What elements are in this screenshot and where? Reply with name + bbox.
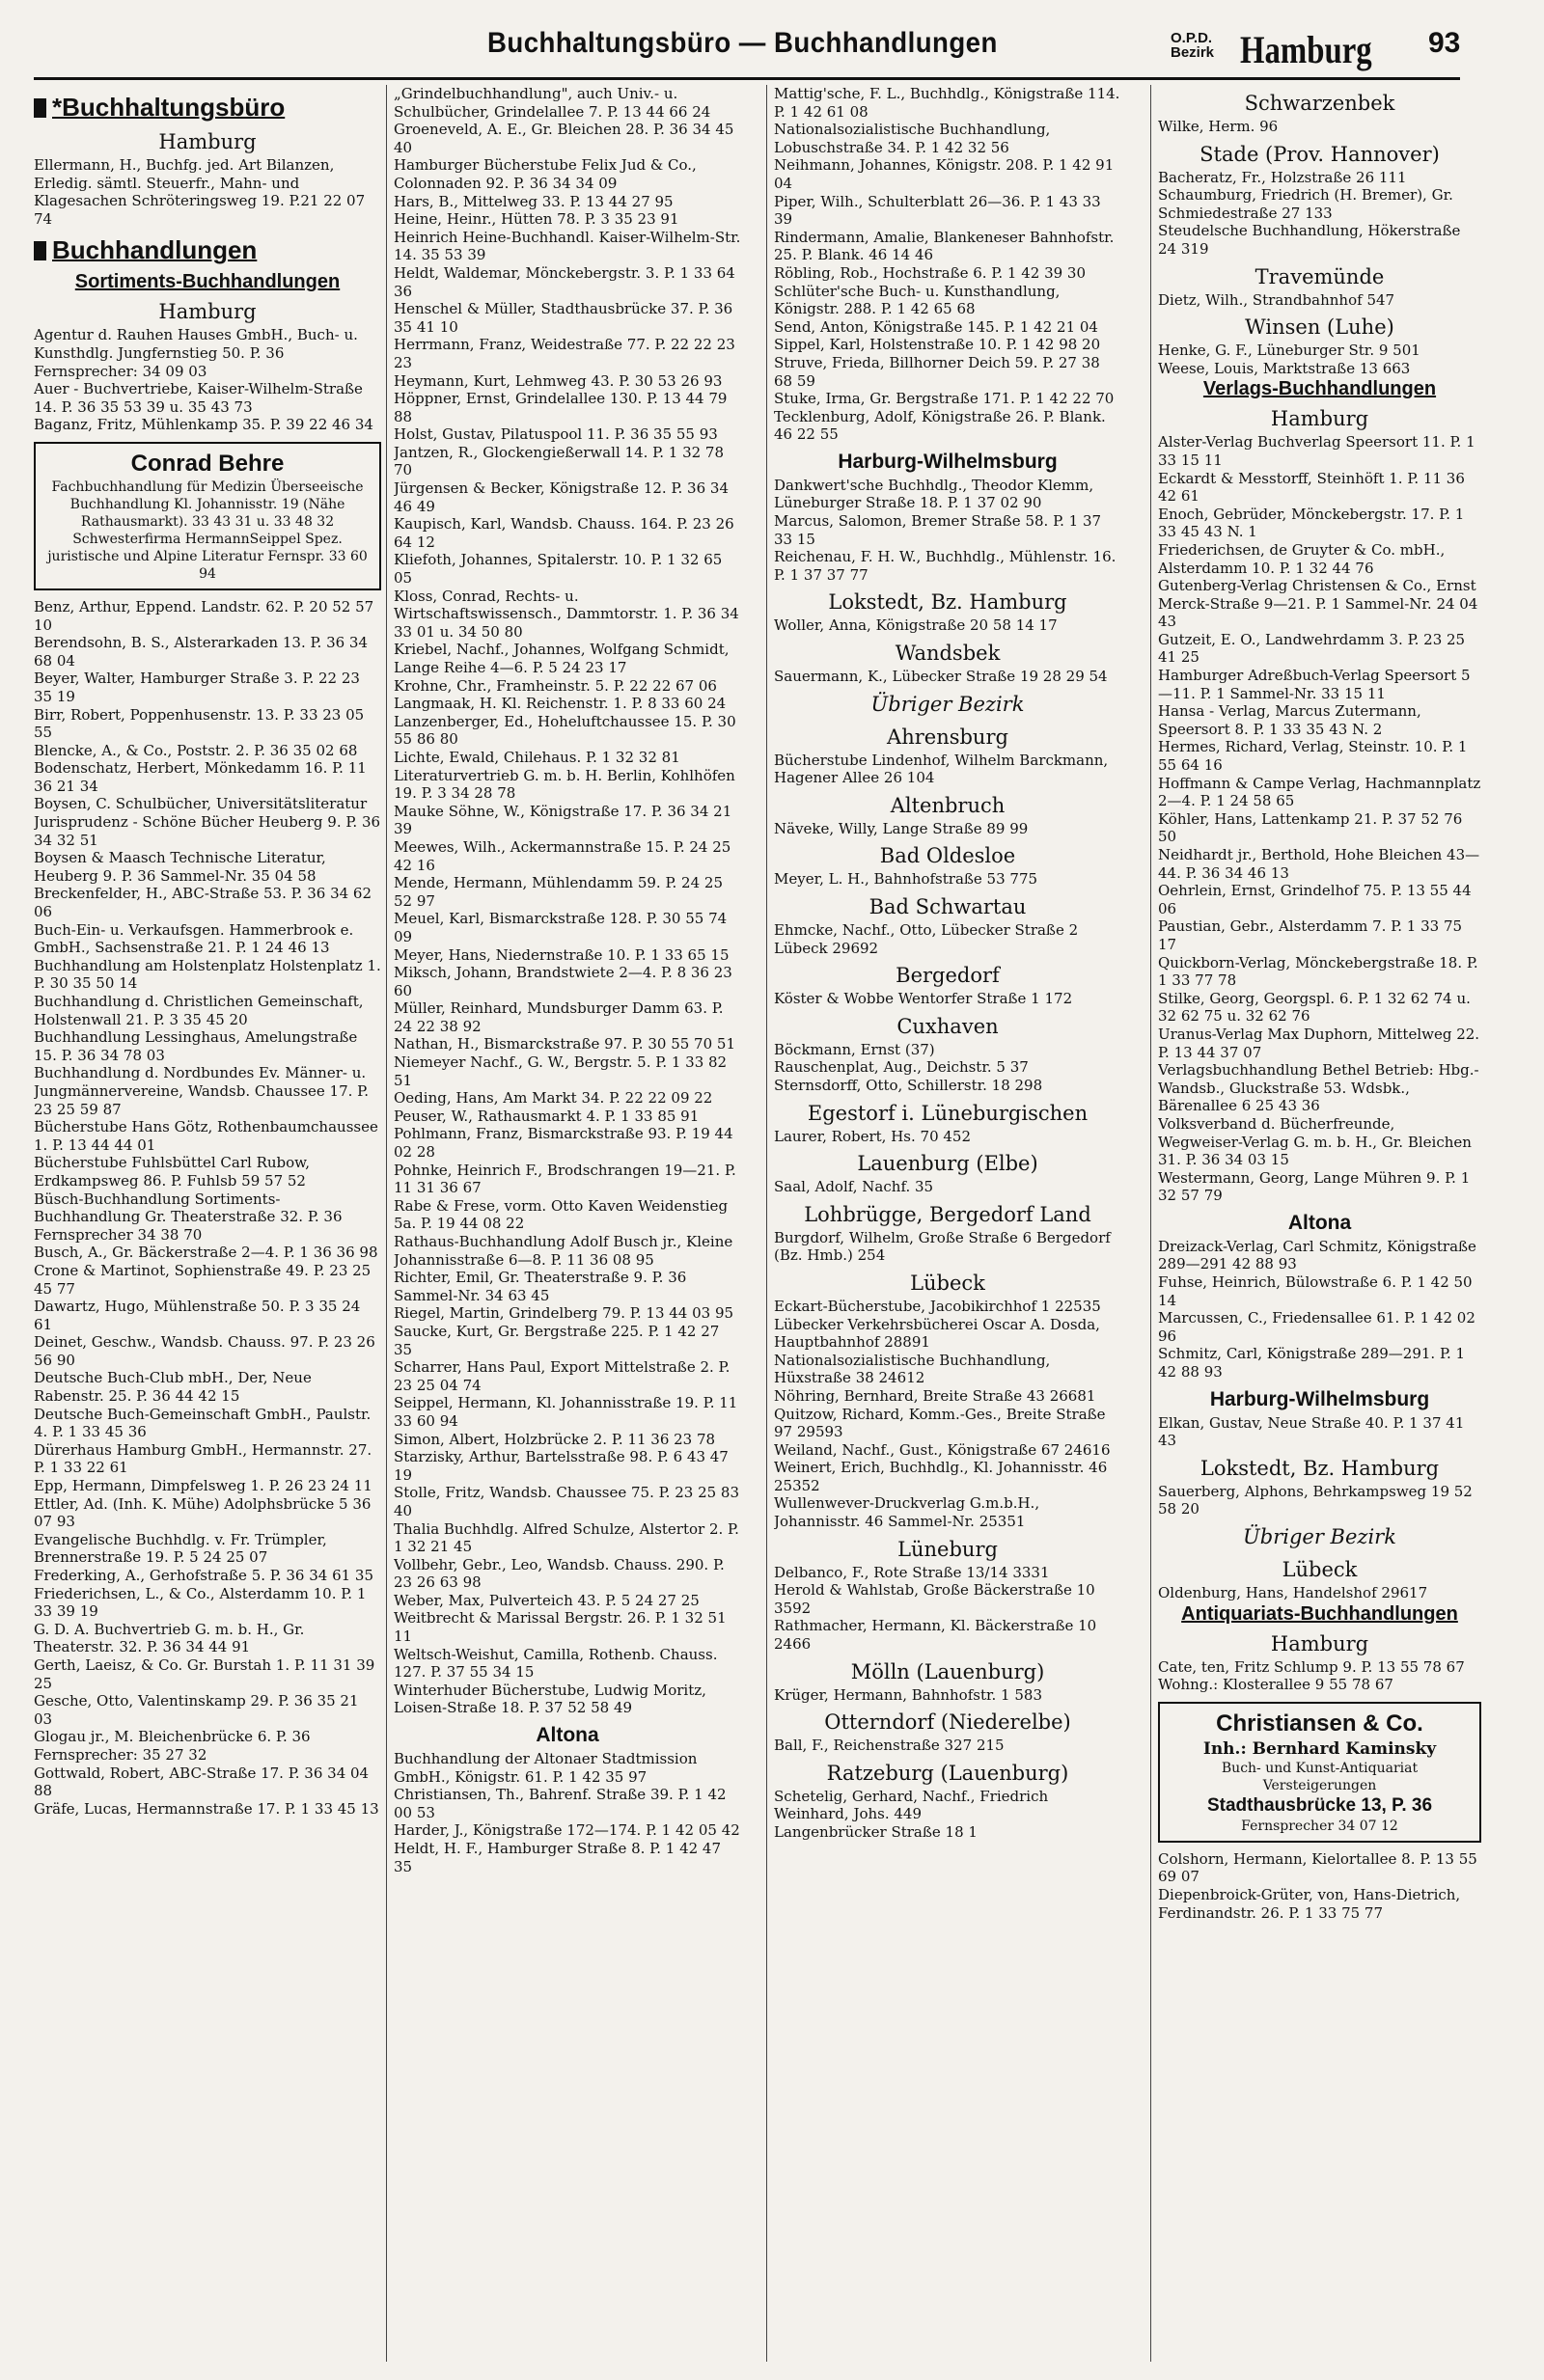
listing-entry: Buchhandlung d. Christlichen Gemeinschaft, Holstenwall 21. P. 3 35 45 20 (34, 993, 364, 1028)
listing-entry: Wilke, Herm. 96 (1158, 118, 1279, 135)
listing-entry: Alster-Verlag Buchverlag Speersort 11. P. 1 33 15 11 (1158, 433, 1475, 469)
column-3 (774, 85, 1121, 2362)
listing-entry: Böckmann, Ernst (37) (774, 1040, 935, 1058)
city-heading: Lübeck (1282, 1558, 1358, 1581)
listing-entry: Starzisky, Arthur, Bartelsstraße 98. P. 6 43 47 19 (394, 1448, 729, 1484)
listing-entry: Buchhandlung d. Nordbundes Ev. Männer- u. Jungmännervereine, Wandsb. Chaussee 17. P. 23 25 59 87 (34, 1064, 369, 1118)
section-bullet (34, 241, 46, 260)
listing-entry: Stilke, Georg, Georgspl. 6. P. 1 32 62 74 u. 32 62 75 u. 32 62 76 (1158, 989, 1471, 1026)
city-heading: Altona (1287, 1211, 1352, 1234)
listing-entry: Bacheratz, Fr., Holzstraße 26 111 (1158, 168, 1407, 186)
town-heading: Ahrensburg (887, 725, 1008, 749)
listing-entry: Westermann, Georg, Lange Mühren 9. P. 1 32 57 79 (1158, 1168, 1471, 1205)
town-heading: Lauenburg (Elbe) (857, 1152, 1038, 1176)
listing-entry: Ehmcke, Nachf., Otto, Lübecker Straße 2 Lübeck 29692 (774, 921, 1079, 957)
town-groups (1158, 89, 1481, 377)
listing-entry: Heymann, Kurt, Lehmweg 43. P. 30 53 26 93 (394, 371, 723, 390)
listing-entry: Boysen, C. Schulbücher, Universitätsliteratur Jurisprudenz - Schöne Bücher Heuberg 9. P. 36 34 32 51 (34, 795, 381, 849)
listing-entry: Langmaak, H. Kl. Reichenstr. 1. P. 8 33 60 24 (394, 695, 727, 713)
listing-entry: Wullenwever-Druckverlag G.m.b.H., Johannisstr. 46 Sammel-Nr. 25351 (774, 1494, 1040, 1531)
city-heading: Altona (536, 1724, 599, 1747)
ad-company-name: Conrad Behre (130, 450, 285, 477)
listing-entry: Gutzeit, E. O., Landwehrdamm 3. P. 23 25 41 25 (1158, 630, 1466, 667)
column-divider (766, 85, 767, 2362)
listing-entry: Deutsche Buch-Club mbH., Der, Neue Rabenstr. 25. P. 36 44 42 15 (34, 1369, 312, 1406)
listing-entry: Oldenburg, Hans, Handelshof 29617 (1158, 1584, 1428, 1601)
town-heading: Altenbruch (890, 793, 1006, 817)
listing-entry: Blencke, A., & Co., Poststr. 2. P. 36 35 02 68 (34, 741, 358, 759)
listing-entry: Kriebel, Nachf., Johannes, Wolfgang Schmidt, Lange Reihe 4—6. P. 5 24 23 17 (394, 641, 730, 676)
running-title: Buchhaltungsbüro — Buchhandlungen (487, 27, 998, 59)
column-4 (1158, 85, 1481, 2362)
town-heading: Winsen (Luhe) (1245, 315, 1394, 340)
town-heading: Travemünde (1254, 264, 1385, 288)
town-heading: Ratzeburg (Lauenburg) (826, 1761, 1069, 1785)
region-heading: Übriger Bezirk (1243, 1525, 1396, 1548)
listing-entry: Meewes, Wilh., Ackermannstraße 15. P. 24 25 42 16 (394, 837, 731, 874)
city-heading: Lokstedt, Bz. Hamburg (828, 590, 1067, 615)
listing-group (774, 85, 1121, 444)
town-heading: Mölln (Lauenburg) (850, 1659, 1045, 1683)
listing-entry: Hoffmann & Campe Verlag, Hachmannplatz 2—4. P. 1 24 58 65 (1158, 774, 1481, 810)
city-heading: Hamburg (1270, 1631, 1369, 1655)
listing-entry: Mauke Söhne, W., Königstraße 17. P. 36 34 21 39 (394, 802, 732, 838)
listing-entry: Sauermann, K., Lübecker Straße 19 28 29 54 (774, 668, 1108, 686)
listing-entry: Meyer, Hans, Niedernstraße 10. P. 1 33 65 15 (394, 945, 730, 964)
city-heading: Harburg-Wilhelmsburg (1209, 1387, 1430, 1410)
listing-entry: Woller, Anna, Königstraße 20 58 14 17 (774, 616, 1058, 635)
town-heading: Egestorf i. Lüneburgischen (807, 1101, 1089, 1125)
column-divider (1150, 85, 1151, 2362)
listing-entry: Hamburger Bücherstube Felix Jud & Co., Colonnaden 92. P. 36 34 34 09 (394, 156, 697, 192)
column-1 (34, 85, 381, 2362)
listing-entry: Paustian, Gebr., Alsterdamm 7. P. 1 33 75 17 (1158, 917, 1463, 953)
listing-entry: Cate, ten, Fritz Schlump 9. P. 13 55 78 67 Wohng.: Klosterallee 9 55 78 67 (1158, 1657, 1465, 1694)
listing-entry: Vollbehr, Gebr., Leo, Wandsb. Chauss. 290. P. 23 26 63 98 (394, 1555, 725, 1592)
city-heading: Hamburg (1270, 407, 1369, 431)
listing-entry: Herrmann, Franz, Weidestraße 77. P. 22 22 23 23 (394, 336, 735, 371)
listing-entry: Glogau jr., M. Bleichenbrücke 6. P. 36 Fernsprecher: 35 27 32 (34, 1728, 311, 1764)
town-heading: Bad Schwartau (868, 895, 1027, 918)
listing-entry: Diepenbroick-Grüter, von, Hans-Dietrich, Ferdinandstr. 26. P. 1 33 75 77 (1158, 1885, 1461, 1922)
listing-entry: Rabe & Frese, vorm. Otto Kaven Weidenstieg 5a. P. 19 44 08 22 (394, 1196, 729, 1233)
town-heading: Lohbrügge, Bergedorf Land (804, 1202, 1091, 1226)
listing-entry: Stolle, Fritz, Wandsb. Chaussee 75. P. 23 25 83 40 (394, 1484, 740, 1519)
opd-abbrev: O.P.D. (1171, 30, 1213, 46)
listing-entry: Lichte, Ewald, Chilehaus. P. 1 32 32 81 (394, 748, 680, 766)
listing-entry: Holst, Gustav, Pilatuspool 11. P. 36 35 55 93 (394, 425, 718, 444)
town-heading: Bergedorf (896, 964, 1000, 988)
listing-entry: Henschel & Müller, Stadthausbrücke 37. P. 36 35 41 10 (394, 300, 733, 336)
listing-entry: Rathaus-Buchhandlung Adolf Busch jr., Kleine Johannisstraße 6—8. P. 11 36 08 95 (394, 1233, 733, 1269)
listing-entry: Busch, A., Gr. Bäckerstraße 2—4. P. 1 36 36 98 (34, 1244, 378, 1262)
listing-entry: Volksverband d. Bücherfreunde, Wegweiser-Verlag G. m. b. H., Gr. Bleichen 31. P. 36 34 03 15 (1158, 1114, 1472, 1169)
header-rule (34, 77, 1460, 80)
city-heading: Lokstedt, Bz. Hamburg (1199, 1456, 1440, 1480)
listing-entry: Marcus, Salomon, Bremer Straße 58. P. 1 37 33 15 (774, 512, 1102, 548)
listing-group (394, 1750, 741, 1875)
listing-entry: Berendsohn, B. S., Alsterarkaden 13. P. 36 34 68 04 (34, 634, 369, 670)
listing-entry: Dankwert'sche Buchhdlg., Theodor Klemm, Lüneburger Straße 18. P. 1 37 02 90 (774, 476, 1094, 512)
listing-entry: Quickborn-Verlag, Mönckebergstraße 18. P. 1 33 77 78 (1158, 953, 1478, 990)
listing-entry: Buchhandlung am Holstenplatz Holstenplatz 1. P. 30 35 50 14 (34, 956, 381, 993)
listing-entry: Oehrlein, Ernst, Grindelhof 75. P. 13 55 44 06 (1158, 882, 1472, 917)
listing-entry: Auer - Buchvertriebe, Kaiser-Wilhelm-Straße 14. P. 36 35 53 39 u. 35 43 73 (34, 380, 363, 416)
listing-entry: Deutsche Buch-Gemeinschaft GmbH., Paulstr. 4. P. 1 33 45 36 (34, 1405, 372, 1441)
city-heading: Harburg-Wilhelmsburg (838, 450, 1058, 473)
listing-entry: Groeneveld, A. E., Gr. Bleichen 28. P. 36 34 45 40 (394, 121, 734, 156)
listing-entry: Verlagsbuchhandlung Bethel Betrieb: Hbg.-Wandsb., Gluckstraße 53. Wdsbk., Bärenallee 6 25 43 36 (1158, 1061, 1479, 1115)
listing-entry: Meuel, Karl, Bismarckstraße 128. P. 30 55 74 09 (394, 910, 728, 945)
listing-group (1158, 1238, 1481, 1381)
listing-entry: Nathan, H., Bismarckstraße 97. P. 30 55 70 51 (394, 1035, 735, 1053)
listing-entry: Nationalsozialistische Buchhandlung, Lobuschstraße 34. P. 1 42 32 56 (774, 121, 1051, 156)
listing-entry: Müller, Reinhard, Mundsburger Damm 63. P. 24 22 38 92 (394, 999, 724, 1035)
section-title-buchhaltungsbuero (34, 91, 381, 123)
listing-entry: Burgdorf, Wilhelm, Große Straße 6 Bergedorf (Bz. Hmb.) 254 (774, 1228, 1111, 1265)
listing-entry: Saal, Adolf, Nachf. 35 (774, 1178, 934, 1196)
town-heading: Otterndorf (Niederelbe) (824, 1710, 1071, 1735)
listing-entry: Uranus-Verlag Max Duphorn, Mittelweg 22. P. 13 44 37 07 (1158, 1025, 1480, 1061)
listing-entry: Hansa - Verlag, Marcus Zutermann, Speersort 8. P. 1 33 35 43 N. 2 (1158, 702, 1421, 738)
listing-entry: Delbanco, F., Rote Straße 13/14 3331 (774, 1563, 1050, 1581)
listing-entry: Peuser, W., Rathausmarkt 4. P. 1 33 85 91 (394, 1107, 700, 1125)
town-heading: Bad Oldesloe (879, 844, 1016, 868)
listing-entry: Neihmann, Johannes, Königstr. 208. P. 1 42 91 04 (774, 156, 1115, 192)
listing-entry: Boysen & Maasch Technische Literatur, Heuberg 9. P. 36 Sammel-Nr. 35 04 58 (34, 849, 326, 885)
listing-entry: Simon, Albert, Holzbrücke 2. P. 11 36 23 78 (394, 1430, 716, 1448)
advertisement-box (34, 442, 381, 590)
section-title-antiquariat: Antiquariats-Buchhandlungen (1181, 1602, 1458, 1625)
listing-entry: Marcussen, C., Friedensallee 61. P. 1 42 02 96 (1158, 1309, 1475, 1345)
listing-entry: Oeding, Hans, Am Markt 34. P. 22 22 09 22 (394, 1089, 713, 1108)
header-city: Hamburg (1240, 28, 1372, 71)
listing-entry: Weinert, Erich, Buchhdlg., Kl. Johannisstr. 46 25352 (774, 1459, 1108, 1494)
section-label: *Buchhaltungsbüro (52, 93, 286, 122)
listing-group (1158, 1658, 1481, 1694)
page-header (34, 29, 1462, 73)
listing-entry: Nationalsozialistische Buchhandlung, Hüxstraße 38 24612 (774, 1351, 1051, 1387)
advertisement-box (1158, 1702, 1481, 1843)
listing-entry: Harder, J., Königstraße 172—174. P. 1 42 05 42 (394, 1821, 740, 1840)
listing-entry: Köster & Wobbe Wentorfer Straße 1 172 (774, 990, 1073, 1008)
town-heading: Schwarzenbek (1244, 92, 1395, 115)
listing-entry: Weiland, Nachf., Gust., Königstraße 67 24616 (774, 1440, 1111, 1459)
city-heading: Hamburg (158, 130, 257, 153)
listing-entry: Miksch, Johann, Brandstwiete 2—4. P. 8 36 23 60 (394, 964, 732, 999)
columns (34, 85, 1481, 2362)
listing-entry: Nöhring, Bernhard, Breite Straße 43 26681 (774, 1386, 1096, 1405)
listing-entry: Buchhandlung der Altonaer Stadtmission GmbH., Königstr. 61. P. 1 42 35 97 (394, 1750, 698, 1786)
listing-entry: Dürerhaus Hamburg GmbH., Hermannstr. 27. P. 1 33 22 61 (34, 1440, 372, 1477)
town-heading: Lüneburg (897, 1537, 998, 1561)
listing-entry: Weese, Louis, Marktstraße 13 663 (1158, 359, 1411, 377)
listing-entry: Bücherstube Lindenhof, Wilhelm Barckmann, Hagener Allee 26 104 (774, 751, 1109, 787)
town-heading: Stade (Prov. Hannover) (1199, 142, 1440, 166)
listing-entry: Benz, Arthur, Eppend. Landstr. 62. P. 20 52 57 10 (34, 597, 374, 634)
listing-entry: Krohne, Chr., Framheinstr. 5. P. 22 22 67 06 (394, 676, 717, 695)
listing-entry: Rindermann, Amalie, Blankeneser Bahnhofstr. 25. P. Blank. 46 14 46 (774, 228, 1115, 264)
city-heading: Hamburg (158, 300, 257, 324)
listing-group (1158, 1414, 1481, 1450)
listing-entry: Sauerberg, Alphons, Behrkampsweg 19 52 58 20 (1158, 1482, 1473, 1518)
town-groups (774, 723, 1121, 1842)
listing-entry: Bodenschatz, Herbert, Mönkedamm 16. P. 11 36 21 34 (34, 759, 367, 795)
listing-entry: Agentur d. Rauhen Hauses GmbH., Buch- u. Kunsthdlg. Jungfernstieg 50. P. 36 Fernsprecher: 34 09 03 (34, 326, 358, 380)
listing-entry: Seippel, Hermann, Kl. Johannisstraße 19. P. 11 33 60 94 (394, 1394, 738, 1430)
listing-entry: Sternsdorff, Otto, Schillerstr. 18 298 (774, 1076, 1043, 1094)
listing-entry: Herold & Wahlstab, Große Bäckerstraße 10 3592 (774, 1581, 1095, 1617)
column-2 (394, 85, 741, 2362)
ad-company-name: Christiansen & Co. (1216, 1710, 1423, 1737)
listing-entry: Weltsch-Weishut, Camilla, Rothenb. Chauss. 127. P. 37 55 34 15 (394, 1645, 718, 1682)
ad-phone: Fernsprecher 34 07 12 (1241, 1818, 1398, 1834)
listing-entry: Schaumburg, Friedrich (H. Bremer), Gr. Schmiedestraße 27 133 (1158, 186, 1453, 222)
listing-entry: Richter, Emil, Gr. Theaterstraße 9. P. 36 Sammel-Nr. 34 63 45 (394, 1269, 687, 1304)
listing-entry: Hars, B., Mittelweg 33. P. 13 44 27 95 (394, 192, 674, 210)
column-divider (386, 85, 387, 2362)
town-heading: Lübeck (910, 1271, 985, 1295)
listing-entry: Laurer, Robert, Hs. 70 452 (774, 1127, 972, 1145)
listing-entry: Ellermann, H., Buchfg. jed. Art Bilanzen, Erledig. sämtl. Steuerfr., Mahn- und Klagesachen Schröteringsweg 19. P.21 22 07 74 (34, 156, 366, 228)
listing-entry: Steudelsche Buchhandlung, Hökerstraße 24 319 (1158, 222, 1461, 258)
listing-entry: Colshorn, Hermann, Kielortallee 8. P. 13 55 69 07 (1158, 1849, 1477, 1886)
listing-entry: Eckardt & Messtorff, Steinhöft 1. P. 11 36 42 61 (1158, 469, 1465, 506)
listing-entry: Thalia Buchhdlg. Alfred Schulze, Alstertor 2. P. 1 32 21 45 (394, 1519, 739, 1556)
city-heading: Wandsbek (895, 642, 1001, 666)
listing-entry: Scharrer, Hans Paul, Export Mittelstraße 2. P. 23 25 04 74 (394, 1358, 731, 1394)
listing-entry: Kliefoth, Johannes, Spitalerstr. 10. P. 1 32 65 05 (394, 551, 723, 588)
listing-entry: G. D. A. Buchvertrieb G. m. b. H., Gr. Theaterstr. 32. P. 36 34 44 91 (34, 1620, 305, 1656)
listing-entry: Krüger, Hermann, Bahnhofstr. 1 583 (774, 1685, 1042, 1704)
listing-entry: „Grindelbuchhandlung", auch Univ.- u. Schulbücher, Grindelallee 7. P. 13 44 66 24 (394, 85, 711, 121)
listing-entry: Buchhandlung Lessinghaus, Amelungstraße 15. P. 36 34 78 03 (34, 1028, 358, 1064)
listing-entry: Röbling, Rob., Hochstraße 6. P. 1 42 39 30 (774, 263, 1087, 282)
town-heading: Cuxhaven (896, 1014, 999, 1038)
listing-entry: Gerth, Laeisz, & Co. Gr. Burstah 1. P. 11 31 39 25 (34, 1655, 375, 1692)
listing-entry: Gutenberg-Verlag Christensen & Co., Ernst Merck-Straße 9—21. P. 1 Sammel-Nr. 24 04 43 (1158, 577, 1478, 631)
listing-group (34, 326, 381, 434)
listing-entry: Henke, G. F., Lüneburger Str. 9 501 (1158, 342, 1420, 360)
section-title-verlag: Verlags-Buchhandlungen (1202, 378, 1437, 400)
listing-entry: Evangelische Buchhdlg. v. Fr. Trümpler, Brennerstraße 19. P. 5 24 25 07 (34, 1530, 327, 1567)
listing-entry: Dawartz, Hugo, Mühlenstraße 50. P. 3 35 24 61 (34, 1298, 361, 1333)
ad-text: Buch- und Kunst-Antiquariat Versteigerungen (1221, 1760, 1419, 1793)
listing-entry: Frederking, A., Gerhofstraße 5. P. 36 34 61 35 (34, 1567, 374, 1584)
listing-entry: Büsch-Buchhandlung Sortiments-Buchhandlung Gr. Theaterstraße 32. P. 36 Fernsprecher 34 38 70 (34, 1190, 343, 1244)
listing-group (1158, 1850, 1481, 1922)
listing-entry: Epp, Hermann, Dimpfelsweg 1. P. 26 23 24 11 (34, 1477, 372, 1495)
listing-entry: Stuke, Irma, Gr. Bergstraße 171. P. 1 42 22 70 (774, 390, 1115, 408)
listing-entry: Gottwald, Robert, ABC-Straße 17. P. 36 34 04 88 (34, 1764, 370, 1800)
listing-entry: Friederichsen, de Gruyter & Co. mbH., Alsterdamm 10. P. 1 32 44 76 (1158, 540, 1446, 577)
listing-entry: Schlüter'sche Buch- u. Kunsthandlung, Königstr. 288. P. 1 42 65 68 (774, 282, 1061, 318)
listing-group (774, 668, 1121, 686)
listing-entry: Friederichsen, L., & Co., Alsterdamm 10. P. 1 33 39 19 (34, 1584, 367, 1621)
listing-entry: Weitbrecht & Marissal Bergstr. 26. P. 1 32 51 11 (394, 1609, 727, 1646)
listing-entry: Dreizack-Verlag, Carl Schmitz, Königstraße 289—291 42 88 93 (1158, 1237, 1476, 1273)
listing-entry: Fuhse, Heinrich, Bülowstraße 6. P. 1 42 50 14 (1158, 1273, 1473, 1309)
listing-entry: Meyer, L. H., Bahnhofstraße 53 775 (774, 870, 1038, 889)
listing-entry: Lübecker Verkehrsbücherei Oscar A. Dosda, Hauptbahnhof 28891 (774, 1315, 1100, 1352)
listing-entry: Send, Anton, Königstraße 145. P. 1 42 21 04 (774, 317, 1098, 336)
listing-entry: Saucke, Kurt, Gr. Bergstraße 225. P. 1 42 27 35 (394, 1322, 720, 1358)
listing-entry: Tecklenburg, Adolf, Königstraße 26. P. Blank. 46 22 55 (774, 407, 1106, 444)
listing-entry: Jantzen, R., Glockengießerwall 14. P. 1 32 78 70 (394, 443, 725, 479)
listing-entry: Niemeyer Nachf., G. W., Bergstr. 5. P. 1 33 82 51 (394, 1053, 728, 1089)
listing-entry: Beyer, Walter, Hamburger Straße 3. P. 22 23 35 19 (34, 670, 360, 705)
listing-entry: Rauschenplat, Aug., Deichstr. 5 37 (774, 1058, 1029, 1077)
ad-owner: Inh.: Bernhard Kaminsky (1202, 1738, 1437, 1759)
listing-entry: Heinrich Heine-Buchhandl. Kaiser-Wilhelm-Str. 14. 35 53 39 (394, 228, 741, 264)
listing-entry: Lanzenberger, Ed., Hoheluftchaussee 15. P. 30 55 86 80 (394, 712, 736, 749)
listing-group (774, 616, 1121, 635)
listing-entry: Bücherstube Fuhlsbüttel Carl Rubow, Erdkampsweg 86. P. Fuhlsb 59 57 52 (34, 1154, 310, 1190)
bezirk-label: Bezirk (1171, 44, 1215, 61)
listing-entry: Gesche, Otto, Valentinskamp 29. P. 36 35 21 03 (34, 1692, 359, 1728)
listing-entry: Crone & Martinot, Sophienstraße 49. P. 23 25 45 77 (34, 1261, 372, 1298)
ad-address: Stadthausbrücke 13, P. 36 (1206, 1794, 1433, 1816)
listing-entry: Mattig'sche, F. L., Buchhdlg., Königstraße 114. P. 1 42 61 08 (774, 85, 1120, 121)
listing-entry: Näveke, Willy, Lange Straße 89 99 (774, 819, 1029, 837)
listing-entry: Gräfe, Lucas, Hermannstraße 17. P. 1 33 45 13 (34, 1799, 379, 1818)
listing-entry: Buch-Ein- u. Verkaufsgen. Hammerbrook e. GmbH., Sachsenstraße 21. P. 1 24 46 13 (34, 920, 354, 957)
listing-entry: Höppner, Ernst, Grindelallee 130. P. 13 44 79 88 (394, 390, 728, 425)
listing-entry: Weber, Max, Pulverteich 43. P. 5 24 27 25 (394, 1591, 700, 1609)
listing-entry: Breckenfelder, H., ABC-Straße 53. P. 36 34 62 06 (34, 885, 372, 921)
listing-entry: Heldt, Waldemar, Mönckebergstr. 3. P. 1 33 64 36 (394, 263, 735, 300)
listing-entry: Christiansen, Th., Bahrenf. Straße 39. P. 1 42 00 53 (394, 1786, 727, 1821)
listing-entry: Reichenau, F. H. W., Buchhdlg., Mühlenstr. 16. P. 1 37 37 77 (774, 548, 1117, 584)
listing-entry: Köhler, Hans, Lattenkamp 21. P. 37 52 76 50 (1158, 809, 1463, 846)
listing-group (34, 598, 381, 1818)
listing-entry: Kloss, Conrad, Rechts- u. Wirtschaftswissensch., Dammtorstr. 1. P. 36 34 33 01 u. 34 50 80 (394, 587, 739, 641)
listing-entry: Neidhardt jr., Berthold, Hohe Bleichen 43—44. P. 36 34 46 13 (1158, 846, 1480, 882)
listing-entry: Heine, Heinr., Hütten 78. P. 3 35 23 91 (394, 210, 679, 229)
listing-entry: Quitzow, Richard, Komm.-Ges., Breite Straße 97 29593 (774, 1405, 1106, 1441)
ad-text: Fachbuchhandlung für Medizin Überseeische Buchhandlung Kl. Johannisstr. 19 (Nähe Rathausmarkt). 33 43 31 u. 33 48 32 Schwesterfirma HermannSeippel Spez. juristische und Alpine Literatur Fernspr. 33 60 94 (47, 479, 368, 582)
listing-entry: Hermes, Richard, Verlag, Steinstr. 10. P. 1 55 64 16 (1158, 738, 1468, 775)
listing-entry: Mende, Hermann, Mühlendamm 59. P. 24 25 52 97 (394, 874, 723, 910)
region-heading: Übriger Bezirk (870, 692, 1025, 716)
page-number: 93 (1428, 27, 1461, 59)
listing-entry: Schmitz, Carl, Königstraße 289—291. P. 1 42 88 93 (1158, 1345, 1466, 1381)
listing-entry: Pohlmann, Franz, Bismarckstraße 93. P. 19 44 02 28 (394, 1125, 733, 1162)
listing-entry: Piper, Wilh., Schulterblatt 26—36. P. 1 43 33 39 (774, 192, 1101, 229)
listing-group (774, 477, 1121, 585)
section-bullet (34, 98, 46, 118)
listing-entry: Dietz, Wilh., Strandbahnhof 547 (1158, 290, 1395, 309)
listing-entry: Kaupisch, Karl, Wandsb. Chauss. 164. P. 23 26 64 12 (394, 515, 734, 551)
listing-entry: Heldt, H. F., Hamburger Straße 8. P. 1 42 47 35 (394, 1840, 722, 1875)
listing-group (394, 85, 741, 1717)
listing-group (1158, 433, 1481, 1205)
listing-entry: Ball, F., Reichenstraße 327 215 (774, 1737, 1005, 1755)
listing-entry: Struve, Frieda, Billhorner Deich 59. P. 27 38 68 59 (774, 353, 1100, 390)
listing-entry: Literaturvertrieb G. m. b. H. Berlin, Kohlhöfen 19. P. 3 34 28 78 (394, 766, 735, 803)
subsection-title: Sortiments-Buchhandlungen (74, 271, 341, 293)
listing-entry: Bücherstube Hans Götz, Rothenbaumchaussee 1. P. 13 44 44 01 (34, 1118, 378, 1154)
listing-entry: Schetelig, Gerhard, Nachf., Friedrich Weinhard, Johs. 449 (774, 1787, 1049, 1823)
listing-entry: Elkan, Gustav, Neue Straße 40. P. 1 37 41 43 (1158, 1413, 1465, 1450)
section-label: Buchhandlungen (52, 235, 258, 265)
listing-entry: Birr, Robert, Poppenhusenstr. 13. P. 33 23 05 55 (34, 705, 365, 742)
listing-entry: Rathmacher, Hermann, Kl. Bäckerstraße 10 2466 (774, 1617, 1097, 1654)
listing-entry: Deinet, Geschw., Wandsb. Chauss. 97. P. 23 26 56 90 (34, 1333, 375, 1369)
listing-entry: Jürgensen & Becker, Königstraße 12. P. 36 34 46 49 (394, 479, 729, 515)
section-title-buchhandlungen (34, 233, 381, 266)
listing-entry: Winterhuder Bücherstube, Ludwig Moritz, Loisen-Straße 18. P. 37 52 58 49 (394, 1681, 706, 1717)
listing-entry: Enoch, Gebrüder, Mönckebergstr. 17. P. 1 33 45 43 N. 1 (1158, 505, 1465, 541)
listing-group (1158, 1584, 1481, 1602)
listing-entry: Pohnke, Heinrich F., Brodschrangen 19—21. P. 11 31 36 67 (394, 1161, 736, 1197)
listing-entry: Langenbrücker Straße 18 1 (774, 1823, 978, 1841)
listing-entry: Sippel, Karl, Holstenstraße 10. P. 1 42 98 20 (774, 336, 1101, 354)
listing-entry: Baganz, Fritz, Mühlenkamp 35. P. 39 22 46 34 (34, 416, 373, 434)
listing-entry: Hamburger Adreßbuch-Verlag Speersort 5—11. P. 1 Sammel-Nr. 33 15 11 (1158, 667, 1471, 702)
listing-entry: Riegel, Martin, Grindelberg 79. P. 13 44 03 95 (394, 1304, 734, 1323)
listing-entry: Eckart-Bücherstube, Jacobikirchhof 1 22535 (774, 1297, 1101, 1315)
opd-label (1171, 31, 1214, 60)
listing-entry: Ettler, Ad. (Inh. K. Mühe) Adolphsbrücke 5 36 07 93 (34, 1494, 372, 1531)
listing-group (1158, 1483, 1481, 1518)
